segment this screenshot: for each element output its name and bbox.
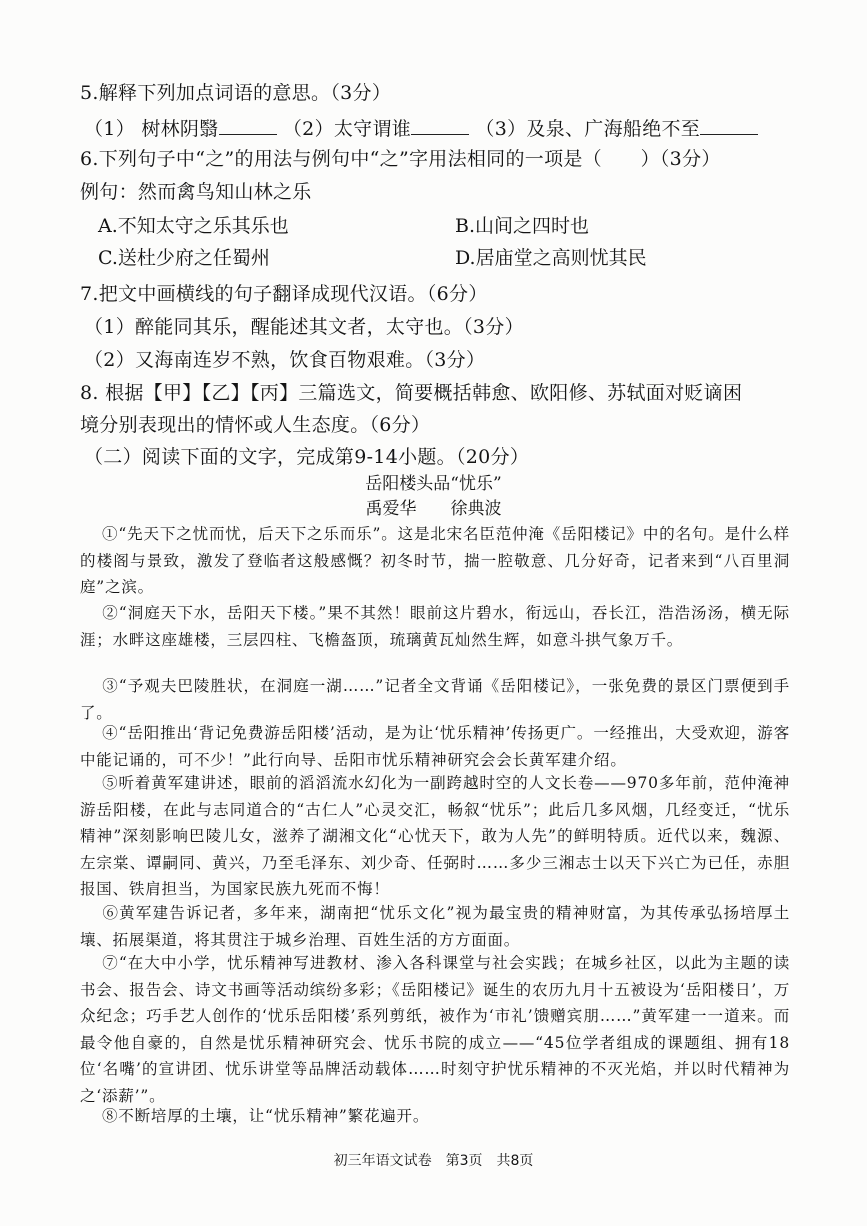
paragraph-text: ①“先天下之忧而忧，后天下之乐而乐”。这是北宋名臣范仲淹《岳阳楼记》中的名句。是什么样的楼阁与景致，激发了登临者这般感慨？初冬时节，揣一腔敬意、几分好奇，记者来到“八百里洞庭”之滨。 — [80, 525, 790, 596]
q6-option-b: B.山间之四时也 — [455, 215, 590, 237]
q6-stem: 6.下列句子中“之”的用法与例句中“之”字用法相同的一项是（ ）（3分） — [80, 148, 721, 170]
q8-line1: 8. 根据【甲】【乙】【丙】三篇选文，简要概括韩愈、欧阳修、苏轼面对贬谪困 — [80, 382, 743, 404]
q5-items — [84, 114, 758, 142]
article-paragraph-6 — [80, 900, 790, 953]
q7-item1: （1）醉能同其乐，醒能述其文者，太守也。（3分） — [84, 316, 524, 338]
article-paragraph-4 — [80, 720, 790, 773]
answer-blank-2[interactable] — [411, 114, 469, 135]
article-paragraph-8 — [80, 1103, 790, 1130]
paragraph-text: ④“岳阳推出‘背记免费游岳阳楼’活动，是为让‘忧乐精神’传扬更广。一经推出，大受欢迎，游客中能记诵的，可不少！”此行向导、岳阳市忧乐精神研究会会长黄军建介绍。 — [80, 724, 790, 769]
q5-item2: （2）太守谓谁 — [282, 118, 412, 140]
article-paragraph-1 — [80, 521, 790, 601]
q5-item1: （1） 树林阴翳 — [84, 118, 219, 140]
article-paragraph-3 — [80, 673, 790, 726]
answer-blank-3[interactable] — [700, 114, 758, 135]
q6-option-c: C.送杜少府之任蜀州 — [98, 247, 270, 269]
article-paragraph-5 — [80, 770, 790, 903]
answer-blank-1[interactable] — [219, 114, 277, 135]
q5-stem: 5.解释下列加点词语的意思。（3分） — [80, 82, 392, 104]
paragraph-text: ③“予观夫巴陵胜状，在洞庭一湖……”记者全文背诵《岳阳楼记》，一张免费的景区门票便到手了。 — [80, 677, 790, 722]
q5-item3: （3）及泉、广海船绝不至 — [475, 118, 701, 140]
q6-option-a: A.不知太守之乐其乐也 — [98, 215, 289, 237]
q6-example: 例句：然而禽鸟知山林之乐 — [80, 181, 312, 203]
q7-stem: 7.把文中画横线的句子翻译成现代汉语。（6分） — [80, 283, 488, 305]
paragraph-text: ②“洞庭天下水，岳阳天下楼。”果不其然！眼前这片碧水，衔远山，吞长江，浩浩汤汤，横无际涯；水畔这座雄楼，三层四柱、飞檐盔顶，琉璃黄瓦灿然生辉，如意斗拱气象万千。 — [80, 604, 790, 649]
section-2-heading: （二）阅读下面的文字，完成第9-14小题。（20分） — [84, 446, 530, 468]
article-paragraph-2 — [80, 600, 790, 653]
q8-line2: 境分别表现出的情怀或人生态度。（6分） — [80, 414, 431, 436]
article-title: 岳阳楼头品“忧乐” — [365, 474, 502, 494]
article-paragraph-7 — [80, 950, 790, 1109]
page-footer: 初三年语文试卷 第3页 共8页 — [333, 1153, 534, 1169]
paragraph-text: ⑤听着黄军建讲述，眼前的滔滔流水幻化为一副跨越时空的人文长卷——970多年前，范仲淹神游岳阳楼，在此与志同道合的“古仁人”心灵交汇，畅叙“忧乐”；此后几多风烟，几经变迁，“忧乐精神”深刻影响巴陵儿女，滋养了湖湘文化“心忧天下，敢为人先”的鲜明特质。近代以来，魏源、左宗棠、谭嗣同、黄兴，乃至毛泽东、刘少奇、任弼时……多少三湘志士以天下兴亡为已任，赤胆报国、铁肩担当，为国家民族九死而不悔！ — [80, 774, 790, 898]
paragraph-text: ⑥黄军建告诉记者，多年来，湖南把“忧乐文化”视为最宝贵的精神财富，为其传承弘扬培厚土壤、拓展渠道，将其贯注于城乡治理、百姓生活的方方面面。 — [80, 904, 790, 949]
q6-option-d: D.居庙堂之高则忧其民 — [455, 247, 647, 269]
q7-item2: （2）又海南连岁不熟，饮食百物艰难。（3分） — [84, 349, 486, 371]
article-authors: 禹爱华 徐典波 — [365, 499, 502, 519]
paragraph-text: ⑦“在大中小学，忧乐精神写进教材、渗入各科课堂与社会实践；在城乡社区，以此为主题的读书会、报告会、诗文书画等活动缤纷多彩；《岳阳楼记》诞生的农历九月十五被设为‘岳阳楼日’，万众纪念；巧手艺人创作的‘忧乐岳阳楼’系列剪纸，被作为‘市礼’馈赠宾朋……”黄军建一一道来。而最令他自豪的，自然是忧乐精神研究会、忧乐书院的成立——“45位学者组成的课题组、拥有18位‘名嘴’的宣讲团、忧乐讲堂等品牌活动载体……时刻守护忧乐精神的不灭光焰，并以时代精神为之‘添薪’”。 — [80, 954, 790, 1105]
paragraph-text: ⑧不断培厚的土壤，让“忧乐精神”繁花遍开。 — [102, 1107, 430, 1125]
